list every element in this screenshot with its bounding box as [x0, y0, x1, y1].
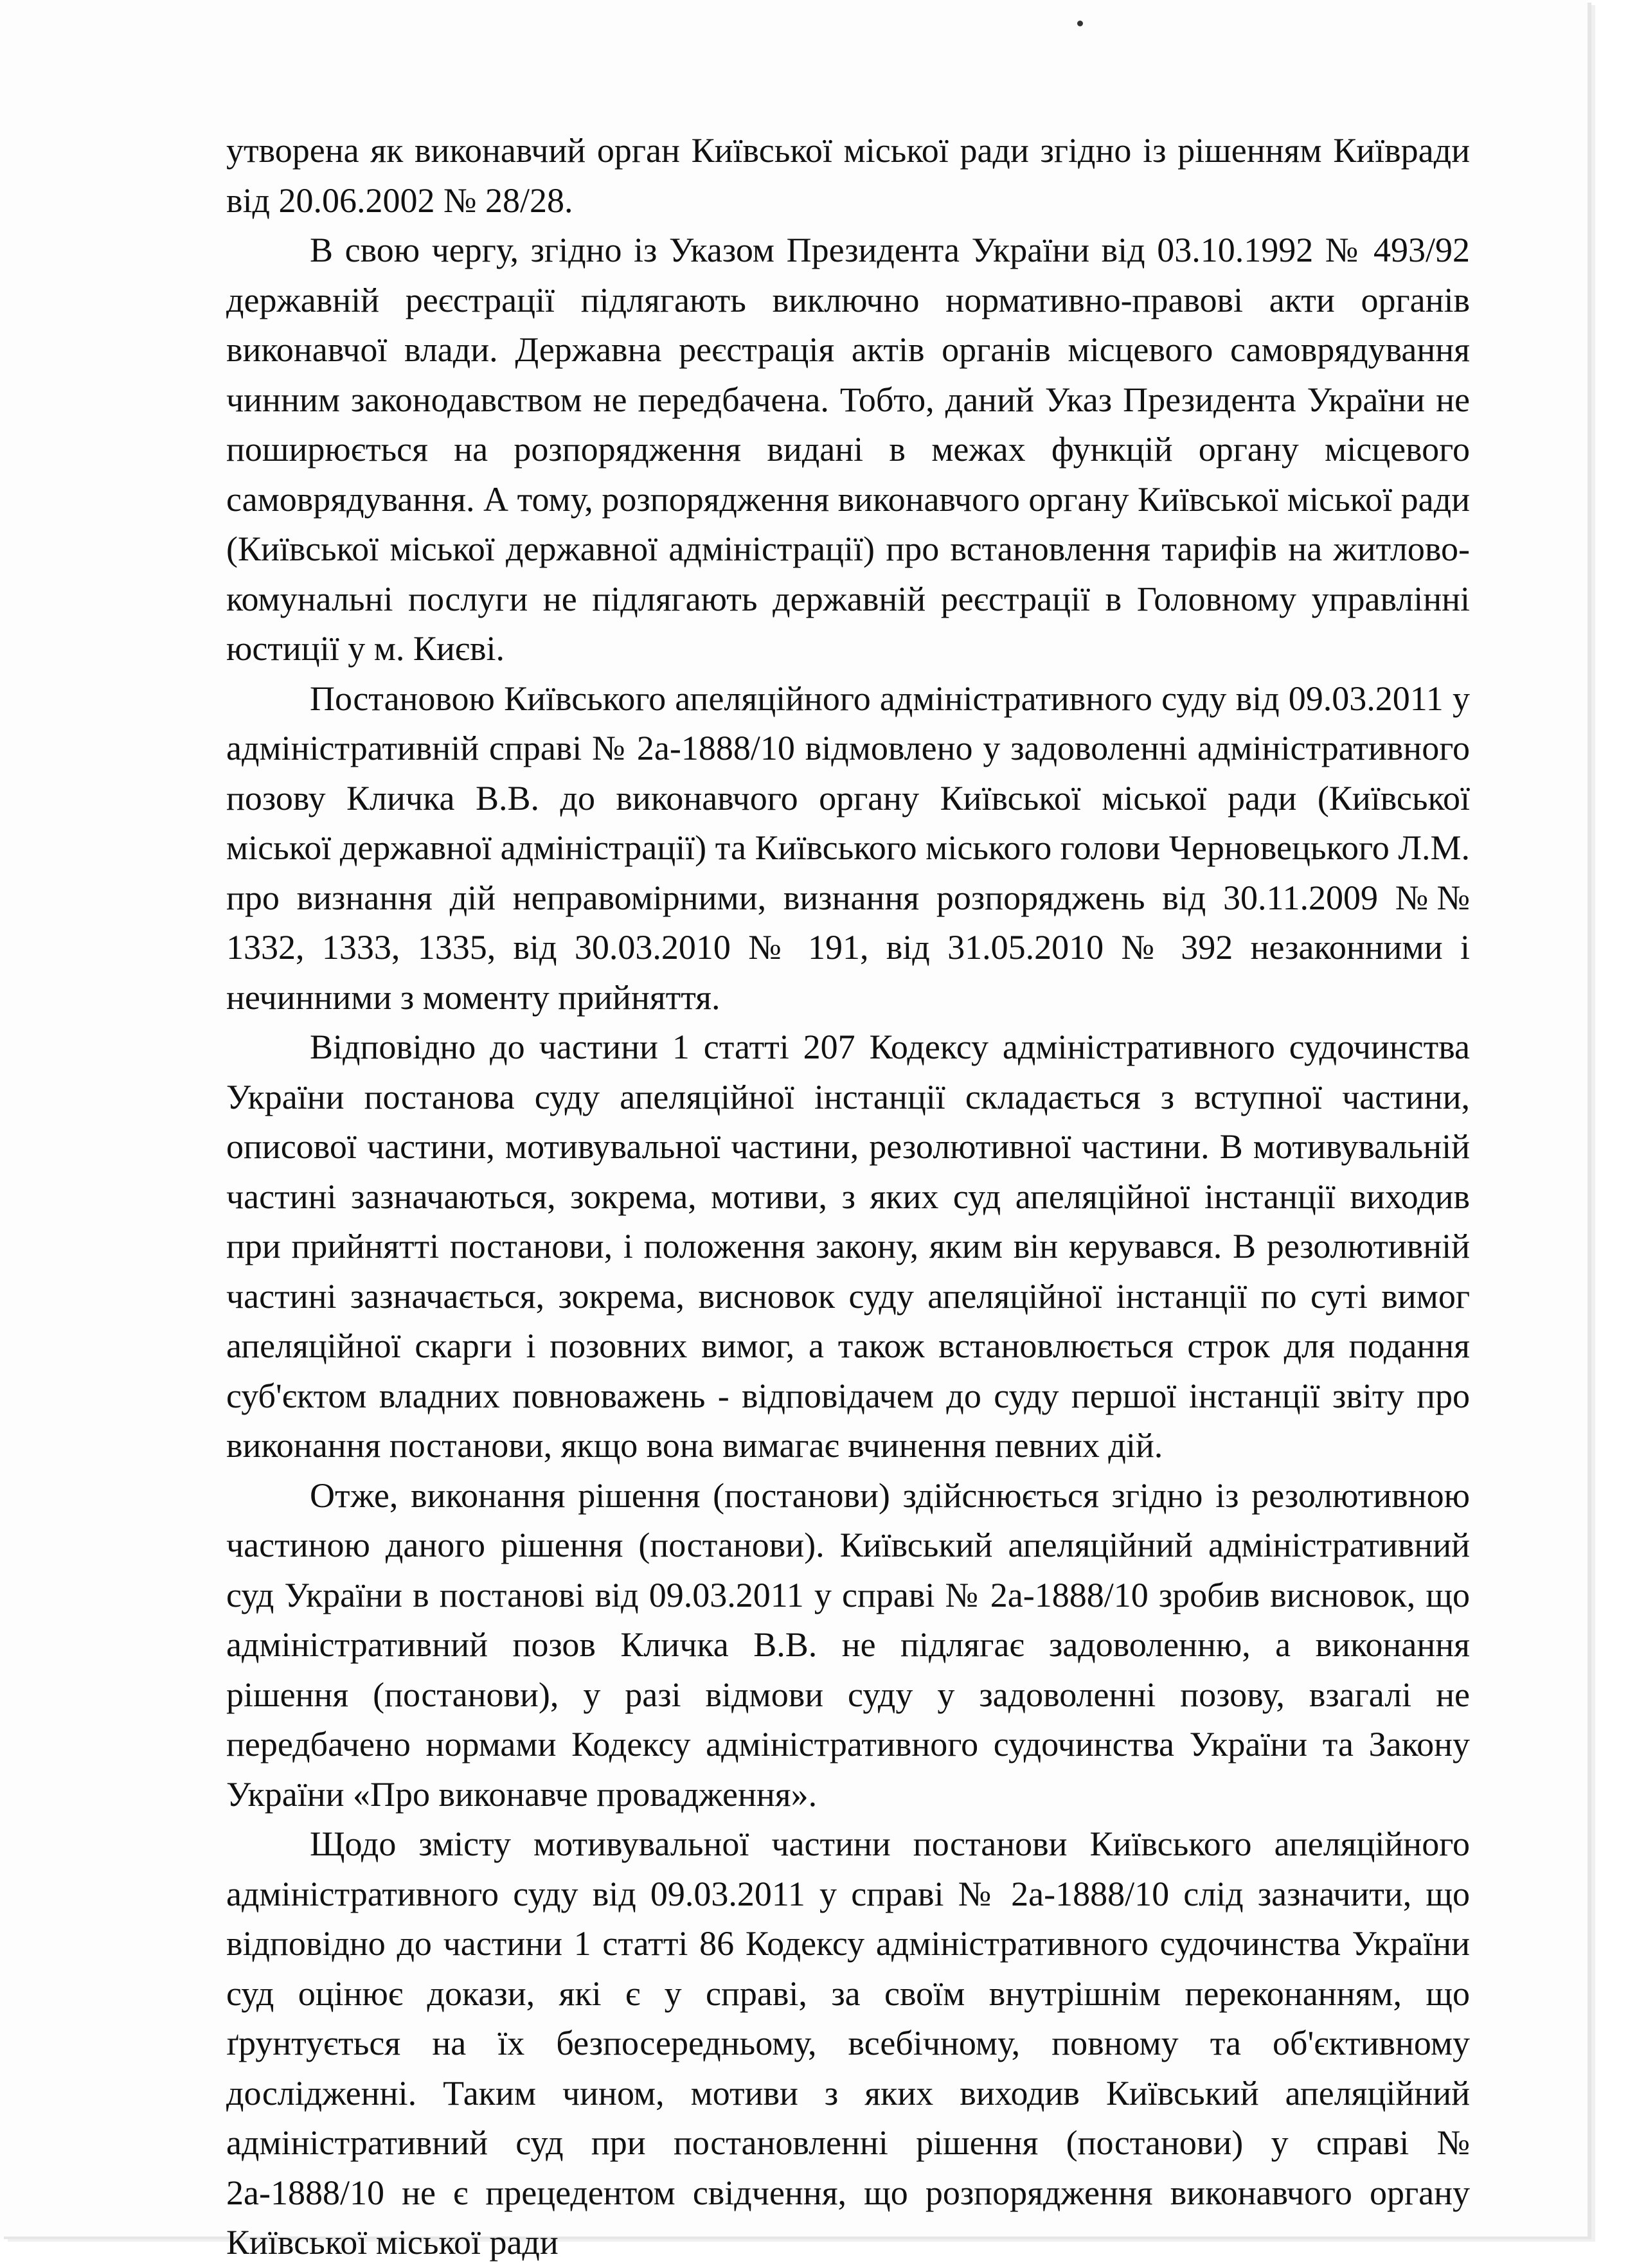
paragraph-4: Відповідно до частини 1 статті 207 Кодексу адміністративного судочинства України постанова суду апеляційної інстанції складається з вступної частини, описової частини, мотивувальної частини, резолютивної частини. В мотивувальній частині зазначаються, зокрема, мотиви, з яких суд апеляційної інстанції виходив при прийнятті постанови, і положення закону, яким він керувався. В резолютивній частині зазначається, зокрема, висновок суду апеляційної інстанції по суті вимог апеляційної скарги і позовних вимог, а також встановлюється строк для подання суб'єктом владних повноважень - відповідачем до суду першої інстанції звіту про виконання постанови, якщо вона вимагає вчинення певних дій.	[226, 1028, 1470, 1465]
document-body	[226, 126, 1470, 2268]
paragraph-1: утворена як виконавчий орган Київської міської ради згідно із рішенням Київради від 20.06.2002 № 28/28.	[226, 131, 1470, 220]
paragraph-2: В свою чергу, згідно із Указом Президента України від 03.10.1992 № 493/92 державній реєстрації підлягають виключно нормативно-правові акти органів виконавчої влади. Державна реєстрація актів органів місцевого самоврядування чинним законодавством не передбачена. Тобто, даний Указ Президента України не поширюється на розпорядження видані в межах функцій органу місцевого самоврядування. А тому, розпорядження виконавчого органу Київської міської ради (Київської міської державної адміністрації) про встановлення тарифів на житлово-комунальні послуги не підлягають державній реєстрації в Головному управлінні юстиції у м. Києві.	[226, 231, 1470, 668]
paragraph-3: Постановою Київського апеляційного адміністративного суду від 09.03.2011 у адміністративній справі № 2а-1888/10 відмовлено у задоволенні адміністративного позову Кличка В.В. до виконавчого органу Київської міської ради (Київської міської державної адміністрації) та Київського міського голови Черновецького Л.М. про визнання дій неправомірними, визнання розпоряджень від 30.11.2009 №№ 1332, 1333, 1335, від 30.03.2010 № 191, від 31.05.2010 № 392 незаконними і нечинними з моменту прийняття.	[226, 679, 1470, 1017]
punch-mark	[1077, 21, 1083, 26]
paragraph-5: Отже, виконання рішення (постанови) здійснюється згідно із резолютивною частиною даного рішення (постанови). Київський апеляційний адміністративний суд України в постанові від 09.03.2011 у справі № 2а-1888/10 зробив висновок, що адміністративний позов Кличка В.В. не підлягає задоволенню, а виконання рішення (постанови), у разі відмови суду у задоволенні позову, взагалі не передбачено нормами Кодексу адміністративного судочинства України та Закону України «Про виконавче провадження».	[226, 1476, 1470, 1814]
paragraph-6: Щодо змісту мотивувальної частини постанови Київського апеляційного адміністративного суду від 09.03.2011 у справі № 2а-1888/10 слід зазначити, що відповідно до частини 1 статті 86 Кодексу адміністративного судочинства України суд оцінює докази, які є у справі, за своїм внутрішнім переконанням, що ґрунтується на їх безпосередньому, всебічному, повному та об'єктивному дослідженні. Таким чином, мотиви з яких виходив Київський апеляційний адміністративний суд при постановленні рішення (постанови) у справі № 2а-1888/10 не є прецедентом свідчення, що розпорядження виконавчого органу Київської міської ради	[226, 1825, 1470, 2262]
